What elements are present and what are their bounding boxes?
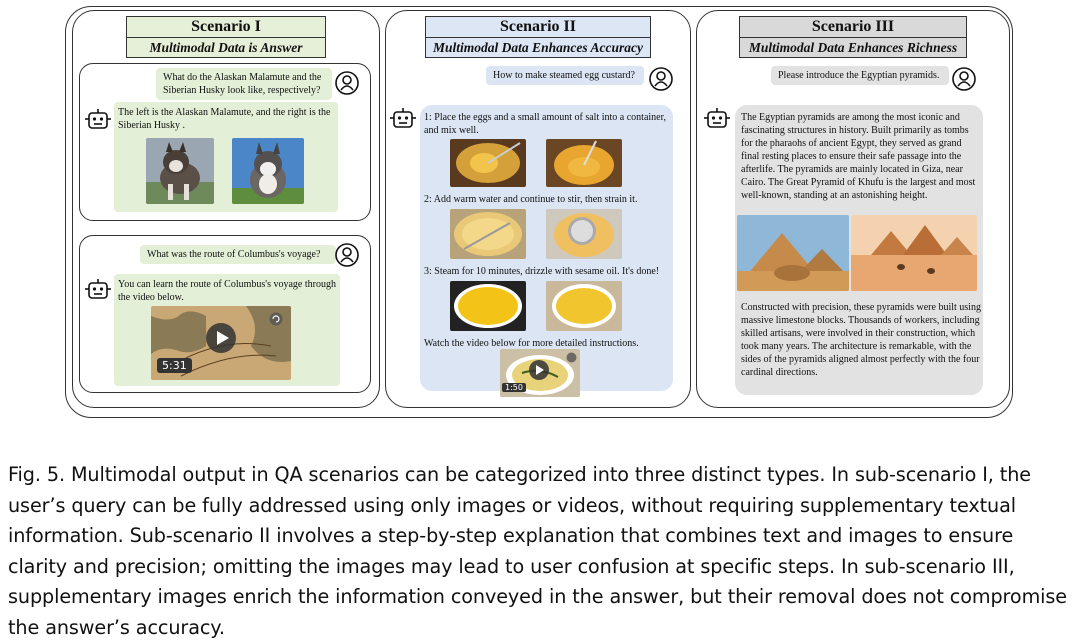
play-icon[interactable] — [528, 359, 550, 381]
scenario-2-subtitle: Multimodal Data Enhances Accuracy — [433, 40, 643, 55]
scenario-2-title: Scenario II — [426, 17, 650, 38]
video-duration-badge: 5:31 — [157, 358, 192, 373]
scenario-1-panel — [72, 10, 380, 408]
scenario-3-title: Scenario III — [740, 17, 966, 38]
step-1-image-2 — [546, 139, 622, 187]
custard-video-player[interactable] — [500, 349, 580, 397]
columbus-video-player[interactable] — [151, 306, 291, 380]
question-bubble: How to make steamed egg custard? — [486, 66, 644, 85]
answer-bubble — [420, 105, 673, 391]
answer-text-2: Constructed with precision, these pyramids were built using massive limestone blocks. Thousands of workers, including skilled artisans, were involved in their construction, which took many years. The architecture is remarkable, with the sides of the pyramids aligned almost perfectly with the four cardinal directions. — [741, 302, 981, 378]
scenario-1-qa-card-2 — [79, 235, 371, 393]
scenario-1-subtitle: Multimodal Data is Answer — [149, 40, 303, 55]
pyramids-sphinx-image — [737, 215, 849, 291]
scenario-3-subtitle: Multimodal Data Enhances Richness — [748, 40, 958, 55]
step-3-image-2 — [546, 281, 622, 331]
user-icon — [951, 66, 977, 92]
question-bubble: What was the route of Columbus's voyage? — [140, 245, 336, 264]
answer-text: You can learn the route of Columbus's voyage through the video below. — [118, 279, 336, 303]
video-note-text: Watch the video below for more detailed instructions. — [424, 338, 639, 349]
step-1-text: 1: Place the eggs and a small amount of salt into a container, and mix well. — [424, 112, 667, 136]
user-icon — [334, 242, 360, 268]
robot-icon — [703, 107, 731, 131]
robot-icon — [389, 107, 417, 131]
question-bubble: What do the Alaskan Malamute and the Siberian Husky look like, respectively? — [156, 68, 332, 100]
answer-text-1: The Egyptian pyramids are among the most iconic and fascinating structures in history. Built primarily as tombs for the pharaohs of ancient Egypt, they served as grand final resting places to ensure their safe passage into the afterlife. The pyramids are mainly located in Giza, near Cairo. The Great Pyramid of Khufu is the largest and most well-known, standing at an astonishing height. — [741, 112, 976, 201]
question-bubble: Please introduce the Egyptian pyramids. — [771, 66, 949, 85]
scenario-1-qa-card-1 — [79, 63, 371, 221]
siberian-husky-image — [232, 138, 304, 204]
answer-text: The left is the Alaskan Malamute, and the right is the Siberian Husky . — [118, 107, 331, 131]
answer-bubble — [114, 274, 340, 386]
scenario-3-panel — [696, 10, 1010, 408]
user-icon — [648, 66, 674, 92]
scenario-2-header — [425, 16, 651, 58]
scenario-1-header — [126, 16, 326, 58]
step-3-text: 3: Steam for 10 minutes, drizzle with sesame oil. It's done! — [424, 266, 660, 277]
step-2-image-1 — [450, 209, 526, 259]
robot-icon — [84, 108, 112, 132]
fullscreen-icon[interactable] — [566, 352, 577, 363]
pyramids-desert-image — [851, 215, 977, 291]
step-2-image-2 — [546, 209, 622, 259]
scenario-2-panel — [385, 10, 691, 408]
answer-bubble — [735, 105, 983, 395]
alaskan-malamute-image — [146, 138, 214, 204]
video-duration-badge: 1:50 — [502, 383, 526, 392]
step-2-text: 2: Add warm water and continue to stir, then strain it. — [424, 194, 638, 205]
user-icon — [334, 70, 360, 96]
play-icon[interactable] — [205, 322, 237, 354]
figure-caption: Fig. 5. Multimodal output in QA scenarios can be categorized into three distinct types. In sub-scenario I, the user’s query can be fully addressed using only images or videos, without requiring supplementary textual information. Sub-scenario II involves a step-by-step explanation that combines text and images to ensure clarity and precision; omitting the images may lead to user confusion at specific steps. In sub-scenario III, supplementary images enrich the information conveyed in the answer, but their removal does not compromise the answer’s accuracy. — [8, 463, 1067, 639]
answer-bubble — [114, 102, 338, 212]
step-3-image-1 — [450, 281, 526, 331]
fullscreen-icon[interactable] — [269, 312, 283, 326]
scenario-3-header — [739, 16, 967, 58]
scenario-1-title: Scenario I — [127, 17, 325, 38]
step-1-image-1 — [450, 139, 526, 187]
robot-icon — [84, 278, 112, 302]
